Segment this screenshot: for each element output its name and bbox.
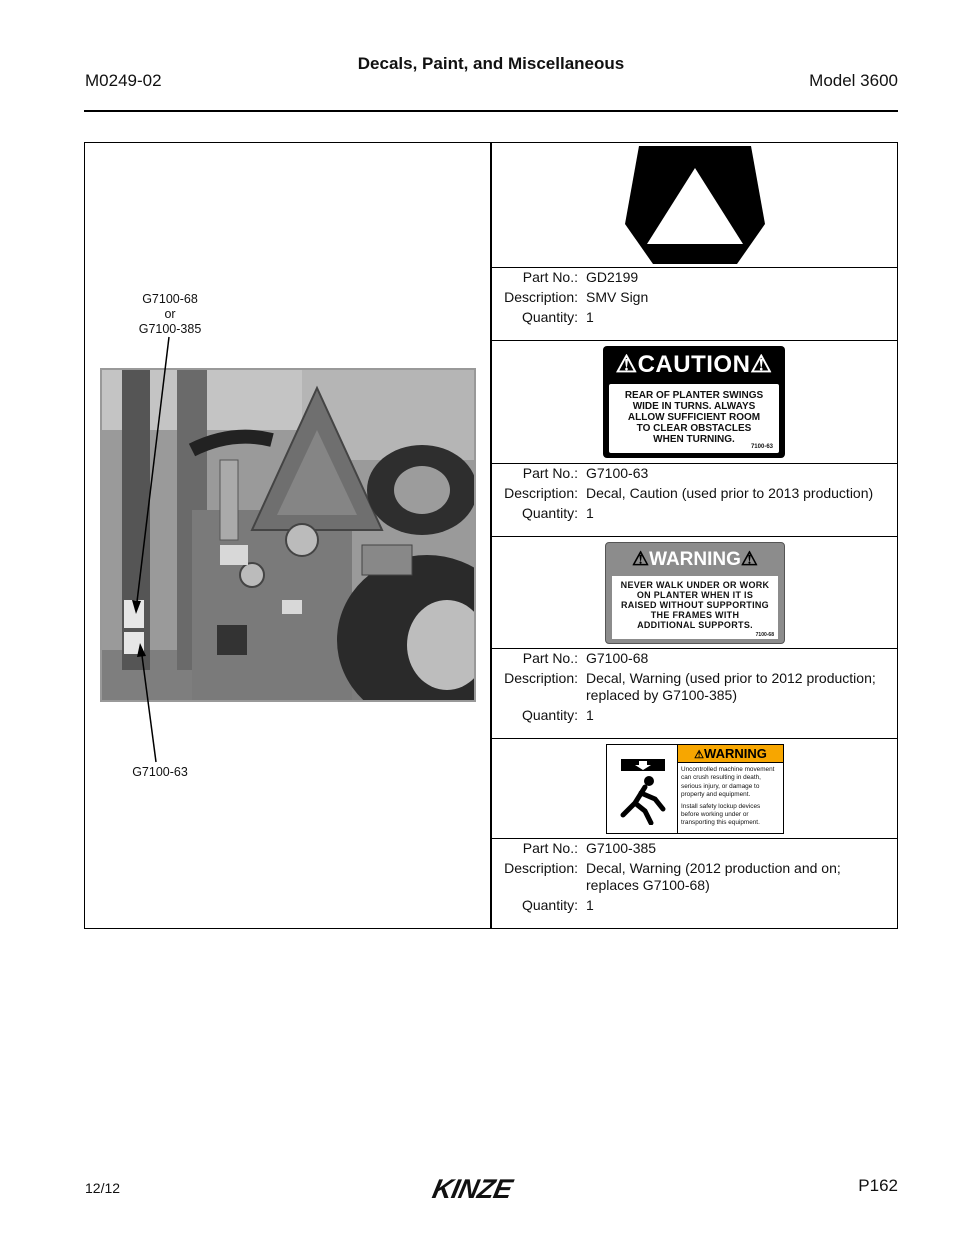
warning-message-panel bbox=[612, 576, 778, 639]
description-value: Decal, Caution (used prior to 2013 production) bbox=[586, 485, 874, 501]
warning-new-decal bbox=[606, 744, 784, 834]
callout-top-leader bbox=[136, 337, 169, 610]
document-number: M0249-02 bbox=[85, 71, 162, 90]
part-no-label: Part No.: bbox=[522, 269, 578, 285]
callout-bottom: G7100-63 bbox=[132, 765, 188, 779]
part-no-label: Part No.: bbox=[522, 650, 578, 666]
caution-left-triangle-icon: ⚠ bbox=[615, 351, 638, 378]
warning-new-heading: WARNING bbox=[704, 746, 767, 761]
crush-hazard-icon bbox=[615, 759, 671, 825]
quantity-label: Quantity: bbox=[521, 707, 578, 723]
quantity-value: 1 bbox=[586, 897, 594, 913]
warning-new-message-panel bbox=[677, 762, 783, 833]
caution-line: TO CLEAR OBSTACLES bbox=[636, 423, 752, 434]
part-info-g7100-385 bbox=[491, 840, 897, 917]
caution-code: 7100-63 bbox=[750, 444, 773, 450]
part-no-value: G7100-68 bbox=[586, 650, 649, 666]
warning-code: 7100-68 bbox=[755, 632, 774, 638]
callout-top-line2: or bbox=[164, 307, 176, 321]
description-label: Description: bbox=[504, 670, 578, 686]
warning-new-triangle-icon: ⚠ bbox=[694, 749, 705, 761]
kinze-logo-text: KINZE bbox=[429, 1174, 515, 1204]
quantity-value: 1 bbox=[586, 707, 594, 723]
description-label: Description: bbox=[504, 485, 578, 501]
warning-new-para1-line: Uncontrolled machine movement bbox=[681, 766, 775, 773]
description-label: Description: bbox=[504, 289, 578, 305]
description-label: Description: bbox=[504, 860, 578, 876]
warning-decal bbox=[605, 542, 785, 644]
smv-sign-icon bbox=[625, 146, 765, 264]
part-info-g7100-63 bbox=[491, 465, 897, 525]
quantity-label: Quantity: bbox=[521, 505, 578, 521]
warning-new-header bbox=[677, 745, 783, 763]
page-number: P162 bbox=[858, 1176, 898, 1195]
warning-left-triangle-icon: ⚠ bbox=[632, 549, 650, 570]
description-value: Decal, Warning (used prior to 2012 production; replaced by G7100-385) bbox=[586, 670, 876, 703]
callout-top-line1: G7100-68 bbox=[142, 292, 198, 306]
quantity-label: Quantity: bbox=[521, 897, 578, 913]
caution-line: ALLOW SUFFICIENT ROOM bbox=[627, 412, 761, 423]
warning-new-para2-line: before working under or bbox=[681, 811, 749, 819]
quantity-value: 1 bbox=[586, 309, 594, 325]
part-no-value: G7100-63 bbox=[586, 465, 649, 481]
quantity-label: Quantity: bbox=[521, 309, 578, 325]
caution-heading: CAUTION bbox=[637, 351, 751, 378]
caution-decal bbox=[603, 346, 785, 458]
warning-new-para2-line: Install safety lockup devices bbox=[681, 802, 761, 810]
caution-message-panel bbox=[609, 384, 779, 453]
warning-new-para1-line: property and equipment. bbox=[681, 791, 751, 799]
part-no-label: Part No.: bbox=[522, 840, 578, 856]
warning-new-para1-line: can crush resulting in death, bbox=[681, 774, 761, 782]
caution-line: REAR OF PLANTER SWINGS bbox=[624, 390, 764, 401]
warning-new-para2-line: transporting this equipment. bbox=[681, 819, 760, 827]
caution-line: WHEN TURNING. bbox=[653, 434, 735, 445]
warning-heading: WARNING bbox=[649, 549, 741, 570]
description-value: SMV Sign bbox=[586, 289, 649, 305]
warning-line: THE FRAMES WITH bbox=[650, 610, 740, 620]
part-info-g7100-68 bbox=[491, 650, 897, 727]
warning-line: ADDITIONAL SUPPORTS. bbox=[637, 620, 753, 630]
callout-top-line3: G7100-385 bbox=[138, 322, 202, 336]
caution-line: WIDE IN TURNS. ALWAYS bbox=[632, 401, 756, 412]
part-info-gd2199 bbox=[491, 269, 897, 329]
callout-top-arrow bbox=[132, 600, 141, 614]
description-value: Decal, Warning (2012 production and on; replaces G7100-68) bbox=[586, 860, 841, 893]
part-no-value: GD2199 bbox=[586, 269, 639, 285]
warning-line: ON PLANTER WHEN IT IS bbox=[636, 590, 754, 600]
footer-date: 12/12 bbox=[85, 1180, 121, 1196]
callout-bottom-leader bbox=[141, 648, 156, 762]
quantity-value: 1 bbox=[586, 505, 594, 521]
caution-right-triangle-icon: ⚠ bbox=[750, 351, 773, 378]
callout-bottom-arrow bbox=[137, 643, 146, 657]
kinze-logo bbox=[429, 1174, 551, 1204]
model-name: Model 3600 bbox=[809, 71, 898, 90]
section-title: Decals, Paint, and Miscellaneous bbox=[357, 54, 625, 73]
part-no-label: Part No.: bbox=[522, 465, 578, 481]
warning-line: NEVER WALK UNDER OR WORK bbox=[620, 580, 770, 590]
warning-right-triangle-icon: ⚠ bbox=[740, 549, 758, 570]
warning-new-para1-line: serious injury, or damage to bbox=[681, 782, 760, 790]
part-no-value: G7100-385 bbox=[586, 840, 657, 856]
warning-line: RAISED WITHOUT SUPPORTING bbox=[620, 600, 769, 610]
